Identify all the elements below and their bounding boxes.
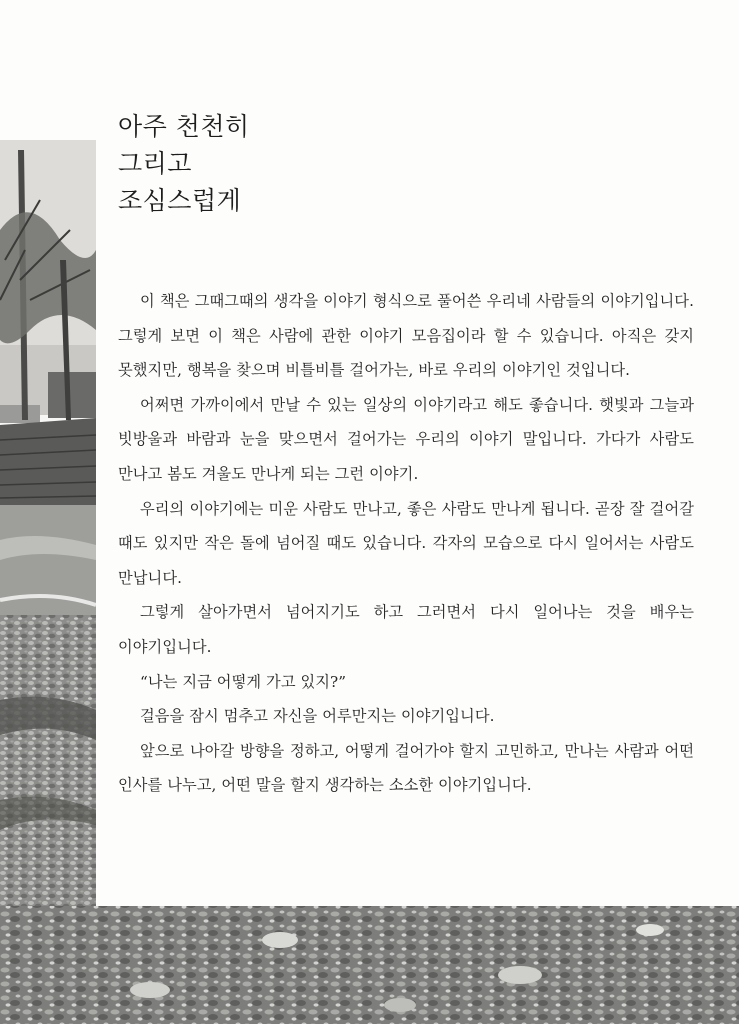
body-text [118, 284, 694, 803]
paragraph-1: 이 책은 그때그때의 생각을 이야기 형식으로 풀어쓴 우리네 사람들의 이야기입니다. 그렇게 보면 이 책은 사람에 관한 이야기 모음집이라 할 수 있습니다. 아직은 갖지 못했지만, 행복을 찾으며 비틀비틀 걸어가는, 바로 우리의 이야기인 것입니다. [118, 292, 694, 380]
title-line-3: 조심스럽게 [118, 186, 242, 215]
title-line-2: 그리고 [118, 149, 192, 178]
paragraph-3: 우리의 이야기에는 미운 사람도 만나고, 좋은 사람도 만나게 됩니다. 곧장 잘 걸어갈 때도 있지만 작은 돌에 넘어질 때도 있습니다. 각자의 모습으로 다시 일어서는 사람도 만납니다. [118, 499, 694, 587]
quote-paragraph: “나는 지금 어떻게 가고 있지?” [140, 672, 347, 691]
paragraph-7: 앞으로 나아갈 방향을 정하고, 어떻게 걸어가야 할지 고민하고, 만나는 사람과 어떤 인사를 나누고, 어떤 말을 할지 생각하는 소소한 이야기입니다. [118, 741, 694, 795]
paragraph-4: 그렇게 살아가면서 넘어지기도 하고 그러면서 다시 일어나는 것을 배우는 이야기입니다. [118, 603, 694, 656]
title-line-1: 아주 천천히 [118, 112, 250, 141]
paragraph-2: 어쩌면 가까이에서 만날 수 있는 일상의 이야기라고 해도 좋습니다. 햇빛과 그늘과 빗방울과 바람과 눈을 맞으면서 걸어가는 우리의 이야기 말입니다. 가다가 사람도 만나고 봄도 겨울도 만나게 되는 그런 이야기. [118, 395, 694, 483]
paragraph-6: 걸음을 잠시 멈추고 자신을 어루만지는 이야기입니다. [140, 707, 495, 726]
page-title [118, 108, 250, 219]
